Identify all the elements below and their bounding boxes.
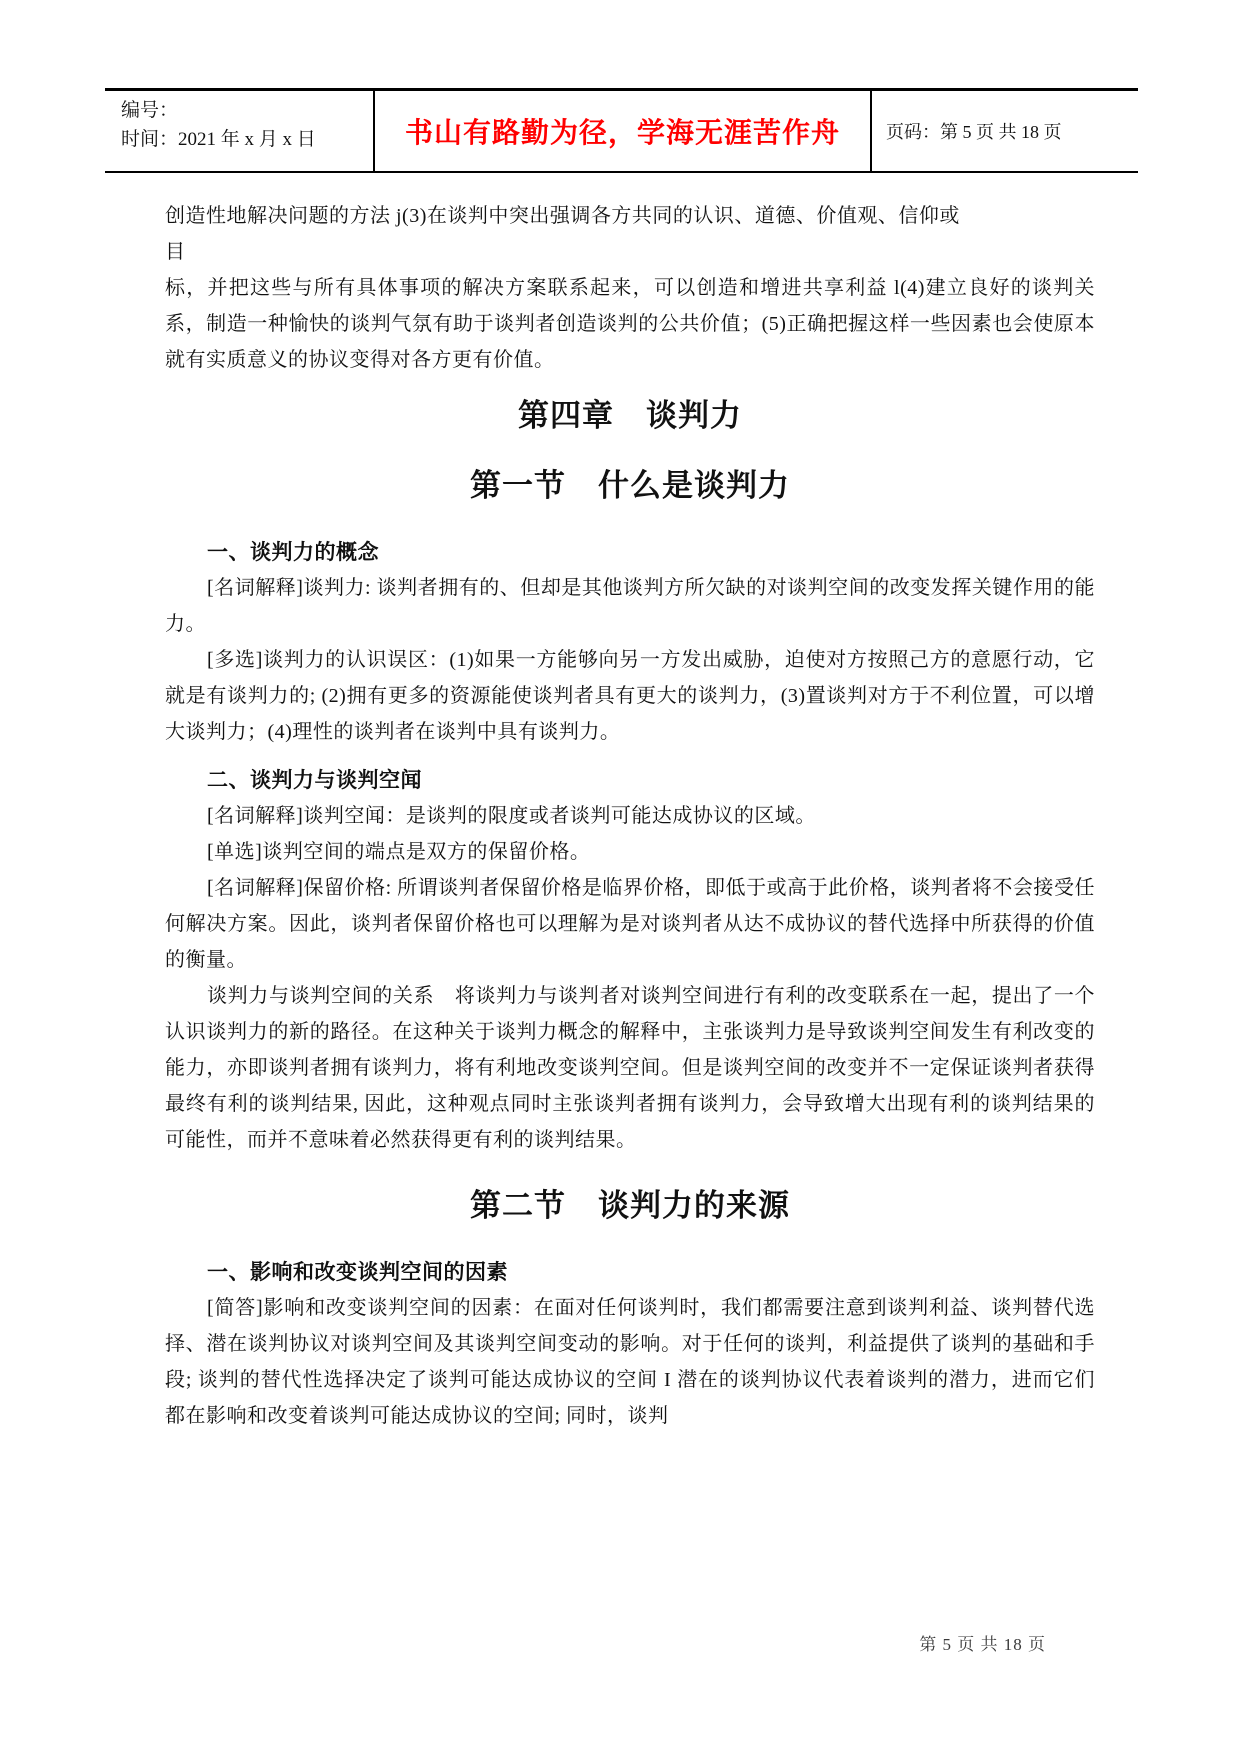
paragraph-term-reserve-price: [名词解释]保留价格: 所谓谈判者保留价格是临界价格，即低于或高于此价格，谈判者将不会接受任何解决方案。因此，谈判者保留价格也可以理解为是对谈判者从达不成协议的替代选择中所获得的价值的衡量。: [165, 877, 1095, 971]
paragraph-single-choice: [单选]谈判空间的端点是双方的保留价格。: [207, 841, 591, 863]
section-2-title: 第二节 谈判力的来源: [470, 1188, 790, 1223]
document-number-label: 编号：: [121, 100, 179, 121]
paragraph-short-answer: [简答]影响和改变谈判空间的因素：在面对任何谈判时，我们都需要注意到谈判利益、谈判替代选择、潜在谈判协议对谈判空间及其谈判空间变动的影响。对于任何的谈判，利益提供了谈判的基础和手段; 谈判的替代性选择决定了谈判可能达成协议的空间 I 潜在的谈判协议代表着谈判的潜力，进而它们都在影响和改变着谈判可能达成协议的空间; 同时，谈判: [165, 1297, 1095, 1427]
paragraph-goals: 标，并把这些与所有具体事项的解决方案联系起来，可以创造和增进共享利益 l(4)建立良好的谈判关系，制造一种愉快的谈判气氛有助于谈判者创造谈判的公共价值；(5)正确把握这样一些因素也会使原本就有实质意义的协议变得对各方更有价值。: [165, 277, 1095, 371]
header-cell-motto: [373, 91, 872, 171]
paragraph-term-negotiation-power: [名词解释]谈判力: 谈判者拥有的、但却是其他谈判方所欠缺的对谈判空间的改变发挥关键作用的能力。: [165, 577, 1095, 635]
subheading-concept: 一、谈判力的概念: [207, 540, 379, 564]
paragraph-continuation: 创造性地解决问题的方法 j(3)在谈判中突出强调各方共同的认识、道德、价值观、信仰或: [165, 205, 960, 227]
motto-text: 书山有路勤为径，学海无涯苦作舟: [404, 118, 840, 149]
document-body: [165, 198, 1095, 1434]
paragraph-term-space: [名词解释]谈判空闻：是谈判的限度或者谈判可能达成协议的区域。: [207, 805, 816, 827]
subheading-space: 二、谈判力与谈判空闻: [207, 768, 422, 792]
header-cell-page: [872, 91, 1138, 171]
paragraph-broken-char: 目: [165, 241, 186, 263]
document-time-label: 时间：2021 年 x 月 x 日: [121, 129, 316, 150]
header-table: [105, 88, 1138, 173]
header-page-info: 页码：第 5 页 共 18 页: [886, 122, 1062, 142]
header-cell-meta: [105, 91, 373, 171]
section-1-title: 第一节 什么是谈判力: [470, 468, 790, 503]
footer-page-indicator: 第 5 页 共 18 页: [919, 1635, 1046, 1654]
paragraph-multiple-choice: [多选]谈判力的认识误区：(1)如果一方能够向另一方发出威胁，迫使对方按照己方的意愿行动，它就是有谈判力的; (2)拥有更多的资源能使谈判者具有更大的谈判力，(3)置谈判对方于不利位置，可以增大谈判力；(4)理性的谈判者在谈判中具有谈判力。: [165, 649, 1095, 743]
chapter-4-title: 第四章 谈判力: [518, 398, 742, 433]
subheading-factors: 一、影响和改变谈判空间的因素: [207, 1260, 508, 1284]
paragraph-relation: 谈判力与谈判空间的关系 将谈判力与谈判者对谈判空间进行有利的改变联系在一起，提出了一个认识谈判力的新的路径。在这种关于谈判力概念的解释中，主张谈判力是导致谈判空间发生有利改变的能力，亦即谈判者拥有谈判力，将有利地改变谈判空间。但是谈判空间的改变并不一定保证谈判者获得最终有利的谈判结果, 因此，这种观点同时主张谈判者拥有谈判力，会导致增大出现有利的谈判结果的可能性，而并不意味着必然获得更有利的谈判结果。: [165, 985, 1095, 1151]
